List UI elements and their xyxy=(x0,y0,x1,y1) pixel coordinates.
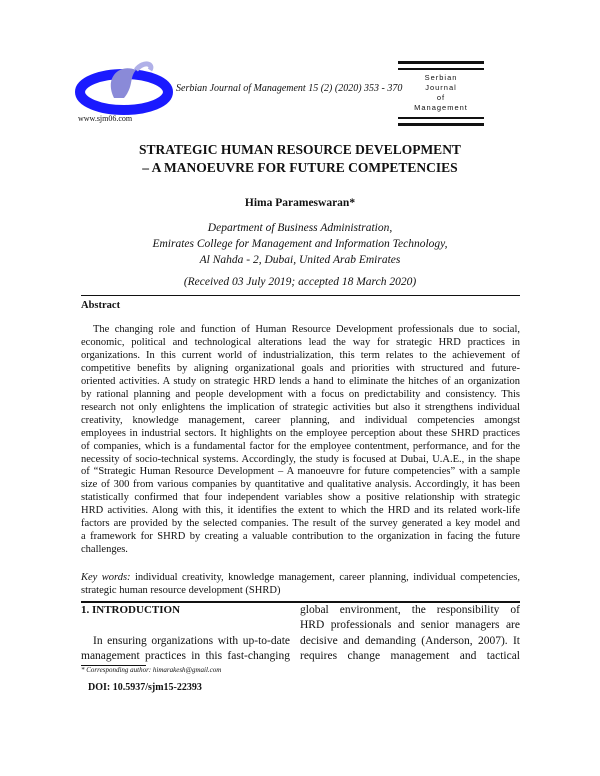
journal-logo xyxy=(74,58,174,120)
body-line: global environment, the responsibility of xyxy=(300,604,520,616)
divider xyxy=(81,295,520,296)
abstract-line: economic, political and technological alterations lead the way for strategic HRD practices in xyxy=(81,336,520,348)
abstract-line: statistically confirmed that four independent variables show a positive relationship with strategic xyxy=(81,492,520,504)
affiliation-line: Department of Business Administration, xyxy=(207,222,393,234)
footnote: * Corresponding author: himarakesh@gmail.com xyxy=(81,666,222,674)
abstract-line: HRD activities. Along with this, it identifies the extent to which the HRD and its related work-life xyxy=(81,505,520,517)
abstract-line: The changing role and function of Human Resource Development professionals due to social, xyxy=(93,324,520,335)
divider xyxy=(81,601,520,603)
abstract-line: employees in industrial sectors. It highlights on the employee perception about these SHRD practices xyxy=(81,427,520,439)
doi[interactable]: DOI: 10.5937/sjm15-22393 xyxy=(88,682,202,693)
paper-title-line: – A MANOEUVRE FOR FUTURE COMPETENCIES xyxy=(142,160,458,175)
affiliation-line: Emirates College for Management and Information Technology, xyxy=(152,238,448,250)
journal-website[interactable]: www.sjm06.com xyxy=(78,114,133,123)
abstract-line: challenges. xyxy=(81,544,128,556)
abstract-line: a framework for SHRD by creating a valuable contribution to the organization in facing the future xyxy=(81,531,520,543)
journal-box-line: Journal xyxy=(425,83,457,92)
abstract-line: factors are provided by the selected companies. The result of the survey generated a key model and xyxy=(81,518,520,530)
body-line: In ensuring organizations with up-to-date xyxy=(93,635,290,647)
keywords-text: individual creativity, knowledge management, career planning, individual competencies, xyxy=(135,572,521,583)
journal-box-line: of xyxy=(436,93,446,102)
body-line: decisive and demanding (Anderson, 2007). It xyxy=(300,635,520,647)
abstract-line: size of 300 from various companies by quantitative and qualitative analysis. Accordingly, it has been xyxy=(81,479,520,491)
abstract-line: oriented activities. A study on strategic HRD lends a hand to eliminate the hitches of an organization xyxy=(81,375,520,387)
abstract-heading: Abstract xyxy=(81,300,121,311)
journal-box-line: Management xyxy=(414,103,468,112)
affiliation-line: Al Nahda - 2, Dubai, United Arab Emirates xyxy=(199,254,401,266)
abstract-line: competitive benefits by aligning organizational goals and priorities with structured and future- xyxy=(81,362,520,374)
abstract-line: of companies, which is a fundamental factor for the employee contentment, performance, and for the xyxy=(81,440,520,452)
keywords-label: Key words: xyxy=(81,572,131,583)
abstract-line: necessity of socio-technical systems. Accordingly, the study is focused at Dubai, U.A.E., in the shape xyxy=(81,453,520,465)
journal-box-line: Serbian xyxy=(424,73,458,82)
author-name: Hima Parameswaran* xyxy=(244,197,356,209)
journal-citation: Serbian Journal of Management 15 (2) (2020) 353 - 370 xyxy=(176,83,403,94)
keywords-line: strategic human resource development (SHRD) xyxy=(81,585,281,596)
paper-title-line: STRATEGIC HUMAN RESOURCE DEVELOPMENT xyxy=(139,142,461,157)
abstract-line: organizations. In this current world of industrialization, this term relates to the achievement of xyxy=(81,349,520,361)
body-line: requires change management and tactical xyxy=(300,650,520,662)
body-line: HRD professionals and senior managers are xyxy=(300,619,520,631)
abstract-line: by rational planning and people development with a focus on predictability and consistency. This xyxy=(81,388,520,400)
section-heading: 1. INTRODUCTION xyxy=(81,604,181,616)
abstract-line: research not only enlightens the implication of strategic activities but also it strengthens individual xyxy=(81,401,520,413)
corresponding-author: Corresponding author: himarakesh@gmail.com xyxy=(86,666,222,674)
abstract-line: of “Strategic Human Resource Development – A manoeuvre for future competencies” with a sample xyxy=(81,466,520,478)
body-line: management practices in this fast-changing xyxy=(81,650,290,662)
abstract-line: creativity, knowledge management, career planning, and individual competencies amongst xyxy=(81,414,520,426)
keywords-line xyxy=(81,572,520,583)
received-dates: (Received 03 July 2019; accepted 18 March 2020) xyxy=(183,276,417,288)
